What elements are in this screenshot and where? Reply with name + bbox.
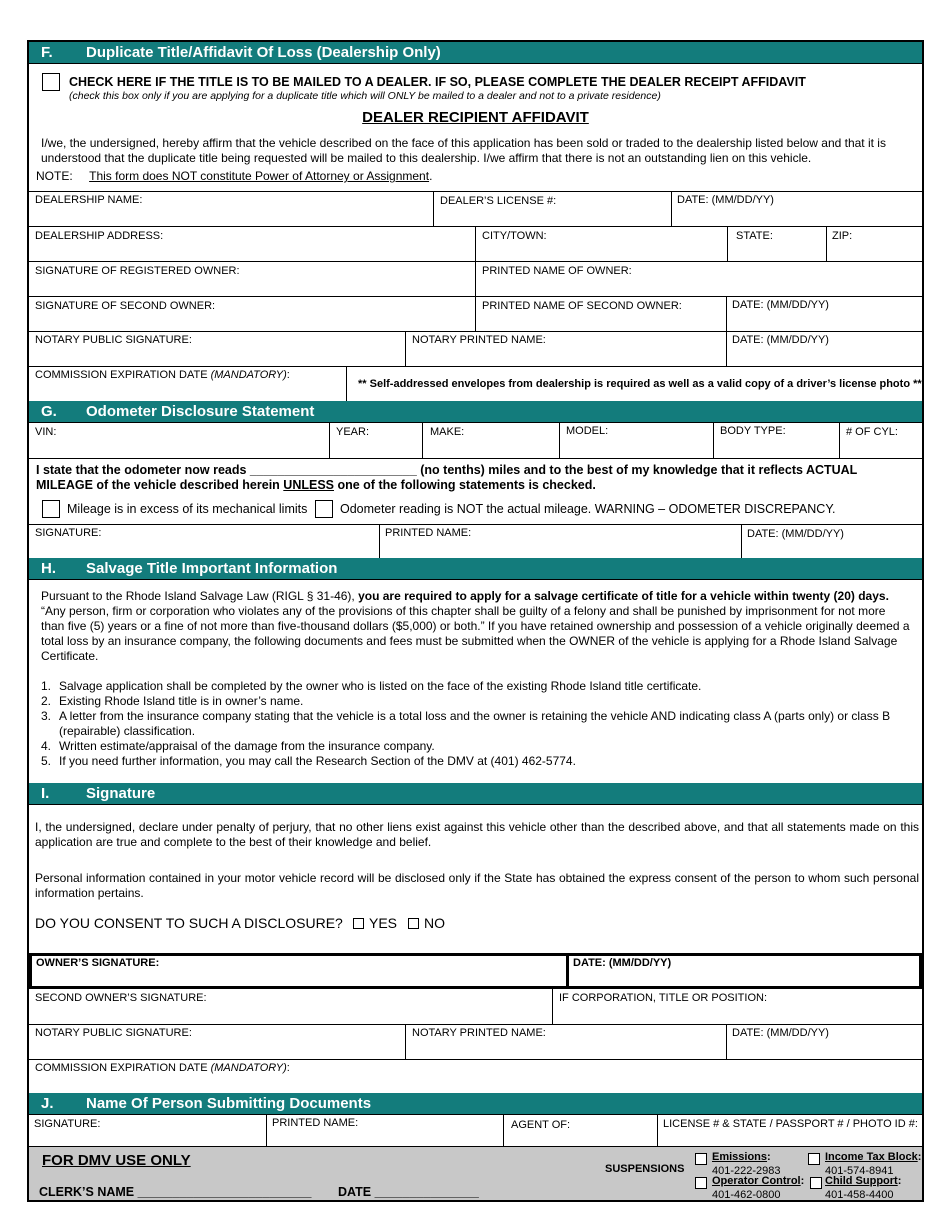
note-label: NOTE: [36, 169, 73, 183]
dmv-date-field[interactable]: DATE _______________ [338, 1185, 479, 1199]
consent-question: DO YOU CONSENT TO SUCH A DISCLOSURE? [35, 915, 343, 931]
salvage-law-paragraph: Pursuant to the Rhode Island Salvage Law (RIGL § 31-46), you are required to apply for a salvage certificate of title for a vehicle within twenty (20) days. “Any person, firm or corporation who violates any of the provisions of this chapter shall be guilty of a felony and shall be punished by imprisonment for not more than five (5) years or a fine of not more than five-thousand dollars ($5,000) or both.” If you have retained ownership and possession of a vehicle originally deemed a total loss by an insurance company, the following documents and fees must be submitted when the OWNER of the vehicle is applying for a Rhode Island Salvage Certificate. [41, 589, 910, 663]
owner-signature-row [29, 953, 922, 989]
section-title: Signature [86, 785, 156, 802]
second-owner-date-field[interactable]: DATE: (MM/DD/YY) [732, 299, 829, 311]
list-item: 2. Existing Rhode Island title is in owner’s name. [41, 694, 304, 708]
notary-date-field[interactable]: DATE: (MM/DD/YY) [732, 1027, 829, 1039]
mail-to-dealer-checkbox[interactable] [42, 73, 60, 91]
state-field[interactable]: STATE: [736, 230, 773, 242]
odometer-statement-line1: I state that the odometer now reads ________________________ (no tenths) miles and to the best of my knowledge that it reflects ACTUAL [36, 463, 858, 477]
odometer-discrepancy-checkbox[interactable] [315, 500, 333, 518]
operator-control-label: Operator Control: [712, 1175, 805, 1187]
second-owner-signature-field[interactable]: SECOND OWNER’S SIGNATURE: [35, 992, 207, 1004]
city-town-field[interactable]: CITY/TOWN: [482, 230, 547, 242]
mechanical-limits-checkbox[interactable] [42, 500, 60, 518]
owner-date-field[interactable]: DATE: (MM/DD/YY) [573, 957, 672, 969]
dealership-name-field[interactable]: DEALERSHIP NAME: [35, 194, 143, 206]
suspensions-label: SUSPENSIONS [605, 1163, 685, 1175]
consent-yes-checkbox[interactable] [353, 918, 364, 929]
dealer-license-field[interactable]: DEALER’S LICENSE #: [440, 195, 557, 207]
commission-expiration-field[interactable]: COMMISSION EXPIRATION DATE (MANDATORY): [35, 369, 290, 381]
section-h-header [29, 558, 922, 580]
section-title: Odometer Disclosure Statement [86, 403, 315, 420]
list-item: 1. Salvage application shall be completed by the owner who is listed on the face of the existing Rhode Island title certificate. [41, 679, 702, 693]
mail-to-dealer-note: (check this box only if you are applying for a duplicate title which will ONLY be mailed to a dealer and not to a private residence) [69, 90, 661, 102]
odometer-date-field[interactable]: DATE: (MM/DD/YY) [747, 528, 844, 540]
vin-field[interactable]: VIN: [35, 426, 57, 438]
salvage-requirements-list [41, 679, 911, 769]
operator-control-phone: 401-462-0800 [712, 1189, 781, 1201]
section-letter: F. [41, 44, 53, 61]
notary-signature-field[interactable]: NOTARY PUBLIC SIGNATURE: [35, 1027, 192, 1039]
section-j-header [29, 1093, 922, 1115]
body-type-field[interactable]: BODY TYPE: [720, 425, 786, 437]
submitter-signature-field[interactable]: SIGNATURE: [34, 1118, 101, 1130]
section-title: Name Of Person Submitting Documents [86, 1095, 372, 1112]
notary-printed-name-field[interactable]: NOTARY PRINTED NAME: [412, 334, 546, 346]
title-application-form [27, 40, 924, 1202]
mechanical-limits-label: Mileage is in excess of its mechanical limits [67, 502, 308, 516]
operator-control-checkbox[interactable] [695, 1177, 707, 1189]
clerk-name-field[interactable]: CLERK’S NAME _________________________ [39, 1185, 312, 1199]
notary-signature-field[interactable]: NOTARY PUBLIC SIGNATURE: [35, 334, 192, 346]
section-i-header [29, 783, 922, 805]
registered-owner-signature-field[interactable]: SIGNATURE OF REGISTERED OWNER: [35, 265, 240, 277]
odometer-statement-line2: MILEAGE of the vehicle described herein UNLESS one of the following statements is checked. [36, 478, 596, 492]
note-line: NOTE: This form does NOT constitute Power of Attorney or Assignment. [36, 169, 433, 183]
cylinders-field[interactable]: # OF CYL: [846, 426, 898, 438]
affidavit-title: DEALER RECIPIENT AFFIDAVIT [362, 109, 589, 126]
list-item: 3. A letter from the insurance company stating that the vehicle is a total loss and the owner is retaining the vehicle AND indicating class A (parts only) or class B (repairable) classification. [41, 709, 891, 738]
note-text: This form does NOT constitute Power of Attorney or Assignment [89, 169, 430, 183]
license-id-field[interactable]: LICENSE # & STATE / PASSPORT # / PHOTO ID #: [663, 1118, 918, 1130]
income-tax-block-checkbox[interactable] [808, 1153, 820, 1165]
notary-printed-name-field[interactable]: NOTARY PRINTED NAME: [412, 1027, 546, 1039]
section-title: Salvage Title Important Information [86, 560, 338, 577]
odometer-signature-field[interactable]: SIGNATURE: [35, 527, 102, 539]
agent-of-field[interactable]: AGENT OF: [511, 1119, 571, 1131]
second-owner-signature-field[interactable]: SIGNATURE OF SECOND OWNER: [35, 300, 216, 312]
perjury-declaration: I, the undersigned, declare under penalty of perjury, that no other liens exist against this vehicle other than the described above, and that all statements made on this application are true and complete to the best of their knowledge and belief. [35, 820, 919, 849]
emissions-checkbox[interactable] [695, 1153, 707, 1165]
dealership-address-field[interactable]: DEALERSHIP ADDRESS: [35, 230, 164, 242]
child-support-checkbox[interactable] [810, 1177, 822, 1189]
privacy-notice: Personal information contained in your motor vehicle record will be disclosed only if the State has obtained the express consent of the person to whom such personal information pertains. [35, 871, 919, 900]
section-title: Duplicate Title/Affidavit Of Loss (Dealership Only) [86, 44, 441, 61]
zip-field[interactable]: ZIP: [832, 230, 853, 242]
income-tax-block-phone: 401-574-8941 [825, 1165, 894, 1177]
corporation-title-field[interactable]: IF CORPORATION, TITLE OR POSITION: [559, 992, 768, 1004]
child-support-phone: 401-458-4400 [825, 1189, 894, 1201]
list-item: 4. Written estimate/appraisal of the damage from the insurance company. [41, 739, 435, 753]
odometer-discrepancy-label: Odometer reading is NOT the actual mileage. WARNING – ODOMETER DISCREPANCY. [340, 502, 836, 516]
odometer-printed-name-field[interactable]: PRINTED NAME: [385, 527, 472, 539]
commission-expiration-field[interactable]: COMMISSION EXPIRATION DATE (MANDATORY): [35, 1062, 290, 1074]
section-g-header [29, 401, 922, 423]
make-field[interactable]: MAKE: [430, 426, 465, 438]
affidavit-text: I/we, the undersigned, hereby affirm that the vehicle described on the face of this application has been sold or traded to the dealership listed below and that it is understood that the duplicate title being requested will be mailed to this dealership. I/we affirm that there is not an outstanding lien on this vehicle. [41, 136, 886, 165]
section-letter: J. [41, 1095, 54, 1112]
section-letter: H. [41, 560, 56, 577]
mail-to-dealer-label: CHECK HERE IF THE TITLE IS TO BE MAILED TO A DEALER. IF SO, PLEASE COMPLETE THE DEALER RECEIPT AFFIDAVIT [69, 75, 806, 89]
notary-date-field[interactable]: DATE: (MM/DD/YY) [732, 334, 829, 346]
section-f-header [29, 42, 922, 64]
dealer-date-field[interactable]: DATE: (MM/DD/YY) [677, 194, 774, 206]
list-item: 5. If you need further information, you may call the Research Section of the DMV at (401) 462-5774. [41, 754, 576, 768]
consent-no-label: NO [424, 915, 445, 931]
income-tax-block-label: Income Tax Block: [825, 1151, 922, 1163]
submitter-printed-name-field[interactable]: PRINTED NAME: [272, 1117, 359, 1129]
consent-yes-label: YES [369, 915, 398, 931]
emissions-label: Emissions: [712, 1151, 771, 1163]
model-field[interactable]: MODEL: [566, 425, 609, 437]
emissions-phone: 401-222-2983 [712, 1165, 781, 1177]
owner-signature-field[interactable]: OWNER’S SIGNATURE: [36, 957, 160, 969]
dmv-use-only-title: FOR DMV USE ONLY [42, 1152, 191, 1169]
printed-second-owner-field[interactable]: PRINTED NAME OF SECOND OWNER: [482, 300, 682, 312]
year-field[interactable]: YEAR: [336, 426, 370, 438]
section-letter: I. [41, 785, 50, 802]
child-support-label: Child Support: [825, 1175, 902, 1187]
section-letter: G. [41, 403, 57, 420]
envelope-requirement-note: ** Self-addressed envelopes from dealership is required as well as a valid copy of a driver’s license photo ** [358, 378, 922, 390]
consent-no-checkbox[interactable] [408, 918, 419, 929]
printed-owner-name-field[interactable]: PRINTED NAME OF OWNER: [482, 265, 632, 277]
